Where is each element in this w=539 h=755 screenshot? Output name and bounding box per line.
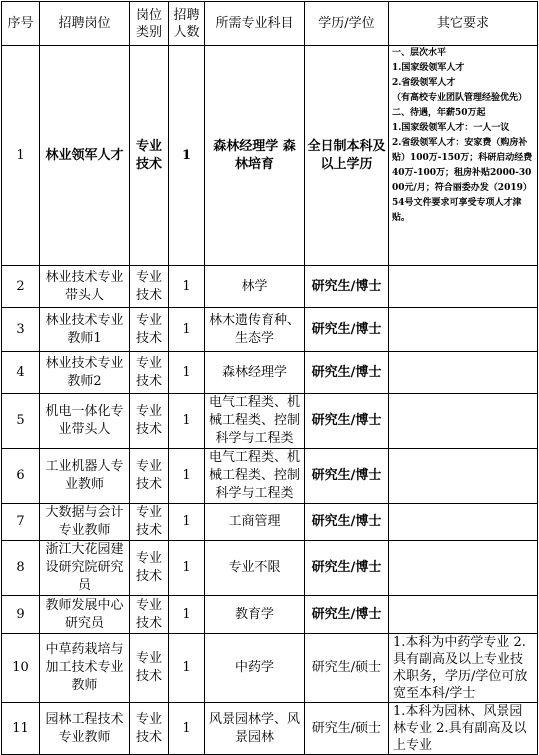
cell-count: 1 [169,504,205,541]
cell-seq: 5 [2,394,40,449]
cell-other [389,266,538,308]
cell-count: 1 [169,634,205,703]
cell-category: 专业技术 [130,449,169,504]
cell-degree: 研究生/博士 [305,449,389,504]
header-category: 岗位类别 [130,2,169,46]
cell-category: 专业技术 [130,266,169,308]
cell-count: 1 [169,596,205,634]
header-count: 招聘人数 [169,2,205,46]
cell-major: 电气工程类、机械工程类、控制科学与工程类 [205,449,305,504]
cell-count: 1 [169,703,205,755]
header-major: 所需专业科目 [205,2,305,46]
cell-degree: 研究生/博士 [305,352,389,394]
cell-other [389,504,538,541]
cell-position: 机电一体化专业带头人 [40,394,130,449]
header-seq: 序号 [2,2,40,46]
row1-other-line: 1.国家级领军人才 [392,63,465,73]
cell-major: 森林经理学 [205,352,305,394]
row1-category: 专业技术 [130,46,169,266]
cell-count: 1 [169,394,205,449]
row1-degree: 全日制本科及以上学历 [305,46,389,266]
header-row [2,2,538,46]
cell-other: 1.本科为中药学专业 2.具有副高及以上专业技术职务，学历/学位可放宽至本科/学士 [389,634,538,703]
cell-major: 电气工程类、机械工程类、控制科学与工程类 [205,394,305,449]
cell-degree: 研究生/博士 [305,266,389,308]
header-other: 其它要求 [389,2,538,46]
row1-major: 森林经理学 森林培育 [205,46,305,266]
cell-position: 浙江大花园建设研究院研究员 [40,541,130,596]
table-row [2,46,538,266]
row1-other-line: 2.省级领军人才 [392,78,456,88]
row1-count: 1 [169,46,205,266]
cell-major: 专业不限 [205,541,305,596]
cell-major: 中药学 [205,634,305,703]
table-row [2,352,538,394]
cell-other [389,352,538,394]
cell-other [389,541,538,596]
cell-major: 教育学 [205,596,305,634]
table-row [2,596,538,634]
cell-count: 1 [169,449,205,504]
cell-category: 专业技术 [130,394,169,449]
table-row [2,541,538,596]
table-row [2,449,538,504]
cell-degree: 研究生/博士 [305,504,389,541]
cell-other [389,308,538,352]
recruitment-table [1,1,538,755]
cell-seq: 10 [2,634,40,703]
cell-position: 大数据与会计专业教师 [40,504,130,541]
table-row [2,266,538,308]
cell-seq: 8 [2,541,40,596]
table-row [2,308,538,352]
cell-degree: 研究生/硕士 [305,703,389,755]
cell-category: 专业技术 [130,504,169,541]
cell-other [389,394,538,449]
cell-position: 林业技术专业教师1 [40,308,130,352]
table-row [2,634,538,703]
cell-position: 园林工程技术专业教师 [40,703,130,755]
cell-category: 专业技术 [130,703,169,755]
cell-category: 专业技术 [130,308,169,352]
table-row [2,703,538,755]
cell-category: 专业技术 [130,541,169,596]
cell-other [389,449,538,504]
cell-other [389,596,538,634]
table-row [2,504,538,541]
row1-other [389,46,538,266]
cell-seq: 7 [2,504,40,541]
cell-major: 工商管理 [205,504,305,541]
row1-other-line: 2.省级领军人才：安家费（购房补贴）100万-150万；科研启动经费40万-100万；租房补贴2000-3000元/月；符合丽委办发（2019）54号文件要求可享受专项人才津贴。 [392,138,533,223]
cell-major: 林木遗传育种、生态学 [205,308,305,352]
cell-count: 1 [169,308,205,352]
cell-count: 1 [169,541,205,596]
cell-seq: 11 [2,703,40,755]
cell-position: 中草药栽培与加工技术专业教师 [40,634,130,703]
cell-category: 专业技术 [130,352,169,394]
cell-position: 工业机器人专业教师 [40,449,130,504]
cell-position: 教师发展中心研究员 [40,596,130,634]
header-degree: 学历/学位 [305,2,389,46]
cell-degree: 研究生/博士 [305,308,389,352]
cell-count: 1 [169,266,205,308]
cell-degree: 研究生/博士 [305,541,389,596]
cell-count: 1 [169,352,205,394]
table-row [2,394,538,449]
cell-seq: 2 [2,266,40,308]
header-position: 招聘岗位 [40,2,130,46]
cell-seq: 4 [2,352,40,394]
row1-position: 林业领军人才 [40,46,130,266]
cell-position: 林业技术专业教师2 [40,352,130,394]
cell-seq: 3 [2,308,40,352]
cell-category: 专业技术 [130,596,169,634]
cell-position: 林业技术专业带头人 [40,266,130,308]
cell-major: 风景园林学、风景园林 [205,703,305,755]
cell-degree: 研究生/博士 [305,394,389,449]
cell-degree: 研究生/博士 [305,596,389,634]
row1-other-line: （有高校专业团队管理经验优先） [392,93,528,103]
cell-major: 林学 [205,266,305,308]
cell-other: 1.本科为园林、风景园林专业 2.具有副高及以上专业 [389,703,538,755]
row1-other-line: 二、待遇，年薪50万起 [392,108,486,118]
row1-other-line: 一、层次水平 [392,48,447,58]
cell-seq: 6 [2,449,40,504]
cell-seq: 9 [2,596,40,634]
row1-seq: 1 [2,46,40,266]
cell-degree: 研究生/硕士 [305,634,389,703]
cell-category: 专业技术 [130,634,169,703]
row1-other-line: 1.国家级领军人才：一人一议 [392,123,510,133]
